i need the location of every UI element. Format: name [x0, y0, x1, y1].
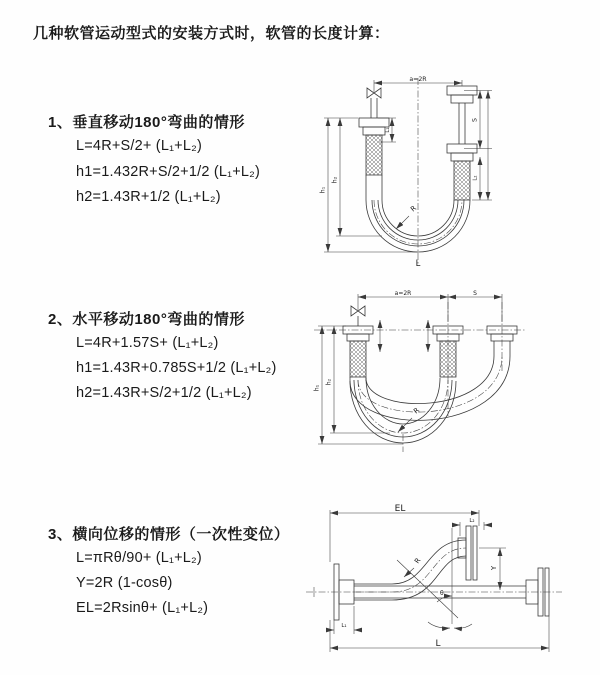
dim-label-h2: h₂: [331, 176, 339, 184]
dim-label-radius: R: [412, 406, 422, 416]
dim-label-width: a=2R: [394, 290, 412, 297]
hose-u-bend-shifted: [350, 356, 510, 420]
dim-l: [330, 616, 549, 652]
dim-label-s: S: [471, 118, 479, 122]
diagram-lateral-displacement: [300, 500, 600, 662]
dim-y: [479, 548, 506, 590]
dim-fitting-marks: [380, 320, 428, 352]
radius-leader: [396, 204, 418, 229]
dim-label-h1: h₁: [313, 384, 321, 392]
dim-label-l1: L₁: [341, 623, 347, 629]
displaced-flange: [458, 526, 477, 580]
dim-label-y: Y: [490, 565, 498, 571]
page-title: 几种软管运动型式的安装方式时，软管的长度计算：: [33, 25, 390, 42]
dim-label-s: S: [473, 290, 477, 297]
dim-label-length: L: [435, 639, 441, 649]
diagram-horizontal-180-bend: [310, 286, 598, 464]
dim-label-h2: h₂: [325, 378, 333, 386]
section-3-formula-L: L=πRθ/90+ (L₁+L₂): [76, 550, 202, 566]
radius-leader: [404, 556, 423, 577]
left-pipe: [359, 98, 389, 200]
dim-label-h1: h₁: [319, 186, 327, 194]
dim-label-length: L: [415, 259, 421, 269]
dim-label-l2: L₂: [469, 518, 475, 524]
dim-label-el: EL: [394, 504, 406, 514]
dim-label-theta: θ: [440, 590, 444, 597]
section-1-formula-L: L=4R+S/2+ (L₁+L₂): [76, 138, 202, 154]
dim-el: [330, 504, 479, 562]
dim-label-l2: L₂: [472, 175, 479, 181]
section-3-formula-Y: Y=2R (1-cosθ): [76, 575, 173, 591]
dim-label-width: a=2R: [409, 76, 427, 83]
angle-theta: [397, 528, 472, 628]
dim-l1: [326, 606, 362, 634]
section-2-heading: 2、水平移动180°弯曲的情形: [48, 311, 245, 328]
section-2-formula-h2: h2=1.43R+S/2+1/2 (L₁+L₂): [76, 385, 252, 401]
dim-l2: [452, 518, 492, 536]
dim-label-l1: L₁: [385, 127, 391, 133]
section-1-formula-h2: h2=1.43R+1/2 (L₁+L₂): [76, 189, 221, 205]
section-1-heading: 1、垂直移动180°弯曲的情形: [48, 114, 245, 131]
dim-label-radius: R: [413, 556, 423, 566]
dim-label-radius: R: [409, 204, 419, 214]
section-3-formula-EL: EL=2Rsinθ+ (L₁+L₂): [76, 600, 209, 616]
diagram-vertical-180-bend: [312, 72, 588, 270]
hose-s-curve: [354, 540, 466, 600]
section-2-formula-h1: h1=1.43R+0.785S+1/2 (L₁+L₂): [76, 360, 277, 376]
right-pipe: [447, 86, 477, 200]
dim-width-s: [358, 290, 502, 322]
left-pipe: [343, 326, 373, 381]
section-2-formula-L: L=4R+1.57S+ (L₁+L₂): [76, 335, 219, 351]
section-3-heading: 3、横向位移的情形（一次性变位）: [48, 526, 290, 543]
section-1-formula-h1: h1=1.432R+S/2+1/2 (L₁+L₂): [76, 164, 261, 180]
